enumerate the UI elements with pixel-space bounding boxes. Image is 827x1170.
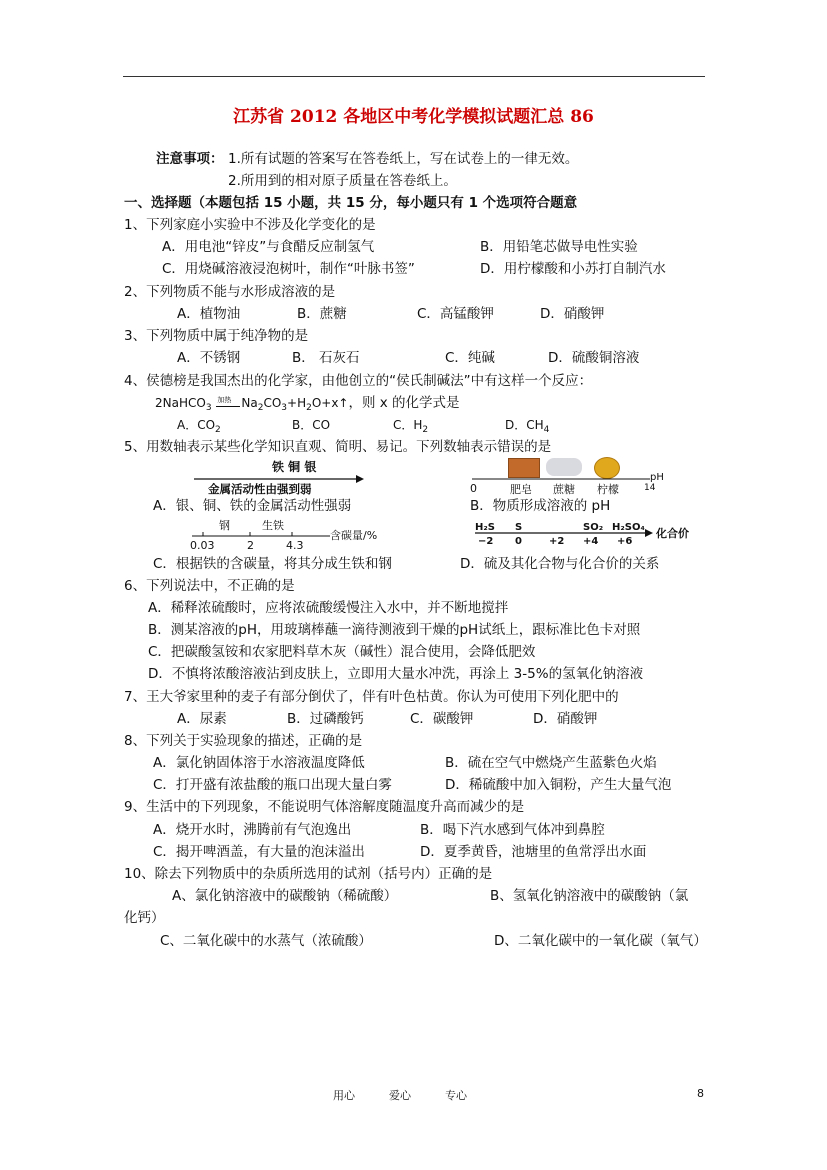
q4-equation: 2NaHCO$_3$ 加热 $Na_2CO_3+H_2O+x↑$，则 x 的化学式是: [155, 394, 460, 417]
q7-stem: 7、王大爷家里种的麦子有部分倒伏了，伴有叶色枯黄。你认为可使用下列化肥中的: [124, 689, 619, 705]
q2-option-b: B．蔗糖: [297, 306, 347, 322]
figB-lemon: 柠檬: [597, 483, 619, 496]
q10-option-c: C、二氧化碳中的水蒸气（浓硫酸）: [160, 933, 372, 949]
figC-tick-2: 4.3: [286, 539, 304, 552]
q6-option-c: C．把碳酸氢铵和农家肥料草木灰（碱性）混合使用，会降低肥效: [148, 644, 536, 660]
footer-word-2: 爱心: [389, 1089, 411, 1102]
figD-h2so4: H₂SO₄: [612, 522, 645, 533]
q5-option-a: A．银、铜、铁的金属活动性强弱: [153, 498, 352, 514]
figD-val-2: +2: [549, 536, 565, 547]
figD-val-3: +4: [583, 536, 599, 547]
q4-eq-condition: 加热: [217, 396, 232, 404]
figC-tick-1: 2: [247, 539, 254, 552]
q4-option-d: D．$CH_4$: [505, 418, 550, 435]
q6-option-d: D．不慎将浓酸溶液沾到皮肤上，立即用大量水冲洗，再涂上 3-5%的氢氧化钠溶液: [148, 666, 644, 682]
q9-option-b: B．喝下汽水感到气体冲到鼻腔: [420, 822, 605, 838]
q8-option-b: B．硫在空气中燃烧产生蓝紫色火焰: [445, 755, 657, 771]
q5-stem: 5、用数轴表示某些化学知识直观、简明、易记。下列数轴表示错误的是: [124, 439, 552, 455]
figC-tick-0: 0.03: [190, 539, 215, 552]
q3-stem: 3、下列物质中属于纯净物的是: [124, 328, 309, 344]
figB-sugar: 蔗糖: [553, 483, 575, 496]
q9-option-d: D．夏季黄昏，池塘里的鱼常浮出水面: [420, 844, 647, 860]
figB-zero: 0: [470, 482, 477, 495]
q5-figure-c: [190, 517, 390, 553]
q8-option-a: A．氯化钠固体溶于水溶液温度降低: [153, 755, 365, 771]
q3-option-d: D．硫酸铜溶液: [548, 350, 640, 366]
page-number: 8: [697, 1087, 704, 1100]
q7-option-b: B．过磷酸钙: [287, 711, 364, 727]
figD-val-1: 0: [515, 536, 522, 547]
q9-stem: 9、生活中的下列现象，不能说明气体溶解度随温度升高而减少的是: [124, 799, 525, 815]
q1-option-d: D．用柠檬酸和小苏打自制汽水: [480, 261, 666, 277]
figA-caption: 金属活动性由强到弱: [208, 482, 312, 496]
figA-metals: 铁 铜 银: [272, 460, 317, 474]
figD-h2s: H₂S: [475, 522, 495, 533]
q3-option-c: C．纯碱: [445, 350, 495, 366]
q5-figure-a: [190, 458, 370, 496]
q4-option-b: B．CO: [292, 418, 331, 432]
figC-axis-label: 含碳量/%: [330, 529, 378, 542]
q1-option-a: A．用电池“锌皮”与食醋反应制氢气: [162, 239, 375, 255]
q6-option-b: B．测某溶液的pH，用玻璃棒蘸一滴待测液到干燥的pH试纸上，跟标准比色卡对照: [148, 622, 641, 638]
section-heading: 一、选择题（本题包括 15 小题，共 15 分，每小题只有 1 个选项符合题意: [124, 195, 578, 211]
footer-word-3: 专心: [445, 1089, 467, 1102]
q8-stem: 8、下列关于实验现象的描述，正确的是: [124, 733, 363, 749]
q5-figure-b: [470, 455, 670, 497]
q9-option-c: C．揭开啤酒盖，有大量的泡沫溢出: [153, 844, 365, 860]
q4-option-a: A．$CO_2$: [177, 418, 221, 435]
q2-option-c: C．高锰酸钾: [417, 306, 494, 322]
q3-option-b: B． 石灰石: [292, 350, 360, 366]
figB-ph: pH: [650, 472, 664, 483]
figD-so2: SO₂: [583, 522, 604, 533]
q4-eq-left: 2NaHCO: [155, 396, 206, 410]
notice-label: 注意事项：: [156, 151, 224, 167]
figB-fourteen: 14: [644, 483, 656, 493]
notice-line-2: 2.所用到的相对原子质量在答卷纸上。: [228, 173, 457, 189]
q5-option-b: B．物质形成溶液的 pH: [470, 498, 611, 514]
page-title: 江苏省 2012 各地区中考化学模拟试题汇总 86: [233, 107, 594, 127]
q10-option-b-cont: 化钙）: [124, 910, 165, 926]
q7-option-a: A．尿素: [177, 711, 227, 727]
q1-stem: 1、下列家庭小实验中不涉及化学变化的是: [124, 217, 376, 233]
q9-option-a: A．烧开水时，沸腾前有气泡逸出: [153, 822, 352, 838]
q5-option-c: C．根据铁的含碳量，将其分成生铁和钢: [153, 556, 392, 572]
q8-option-c: C．打开盛有浓盐酸的瓶口出现大量白雾: [153, 777, 392, 793]
q8-option-d: D．稀硫酸中加入铜粉，产生大量气泡: [445, 777, 672, 793]
figD-val-0: −2: [478, 536, 494, 547]
q7-option-d: D．硝酸钾: [533, 711, 598, 727]
q2-option-d: D．硝酸钾: [540, 306, 605, 322]
figB-soap: 肥皂: [510, 483, 532, 496]
q6-stem: 6、下列说法中，不正确的是: [124, 578, 295, 594]
q5-figure-d: [475, 519, 705, 549]
q4-eq-right: Na: [241, 396, 258, 410]
q10-stem: 10、除去下列物质中的杂质所选用的试剂（括号内）正确的是: [124, 866, 493, 882]
q7-option-c: C．碳酸钾: [410, 711, 474, 727]
q6-option-a: A．稀释浓硫酸时，应将浓硫酸缓慢注入水中，并不断地搅拌: [148, 600, 509, 616]
q10-option-d: D、二氧化碳中的一氧化碳（氧气）: [494, 933, 707, 949]
q3-option-a: A．不锈钢: [177, 350, 241, 366]
q4-eq-arrow: [216, 396, 240, 407]
header-rule: [123, 76, 705, 77]
q10-option-a: A、氯化钠溶液中的碳酸钠（稀硫酸）: [172, 888, 398, 904]
q1-option-b: B．用铅笔芯做导电性实验: [480, 239, 638, 255]
figD-axis-label: 化合价: [656, 527, 689, 540]
notice-line-1: 1.所有试题的答案写在答卷纸上，写在试卷上的一律无效。: [228, 151, 579, 167]
figD-s: S: [515, 522, 523, 533]
q1-option-c: C．用烧碱溶液浸泡树叶，制作“叶脉书签”: [162, 261, 415, 277]
figC-steel: 钢: [219, 519, 230, 532]
q5-option-d: D．硫及其化合物与化合价的关系: [460, 556, 660, 572]
q4-eq-tail: ，则 x 的化学式是: [348, 395, 460, 411]
footer-word-1: 用心: [333, 1089, 355, 1102]
q2-option-a: A．植物油: [177, 306, 241, 322]
q4-option-c: C．$H_2$: [393, 418, 429, 435]
q4-stem: 4、侯德榜是我国杰出的化学家，由他创立的“侯氏制碱法”中有这样一个反应：: [124, 373, 593, 389]
q2-stem: 2、下列物质不能与水形成溶液的是: [124, 284, 336, 300]
figC-iron: 生铁: [262, 519, 284, 532]
q10-option-b: B、氢氧化钠溶液中的碳酸钠（氯: [490, 888, 689, 904]
figD-val-4: +6: [617, 536, 633, 547]
